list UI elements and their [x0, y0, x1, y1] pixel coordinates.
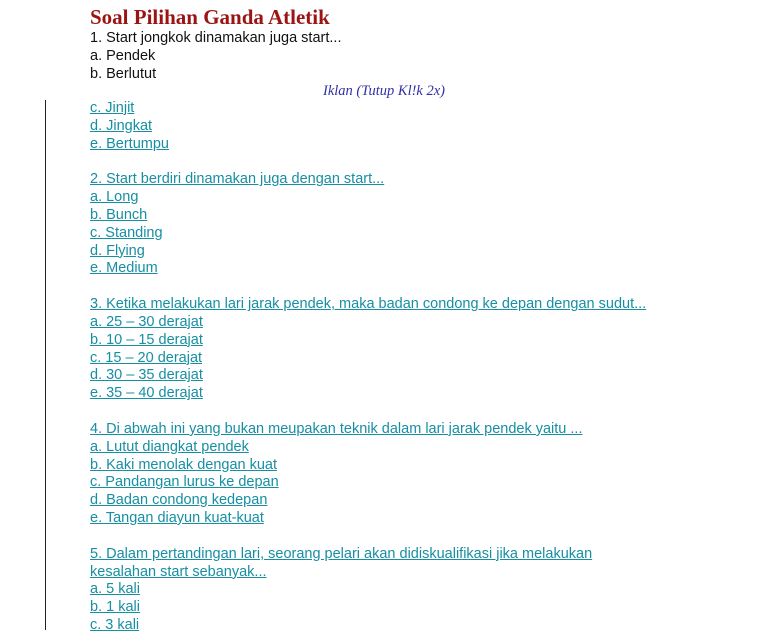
question-5-link-line-1[interactable]: 5. Dalam pertandingan lari, seorang pelari akan didiskualifikasi jika melakukan: [90, 545, 593, 562]
question-3-option-a-link[interactable]: a. 25 – 30 derajat: [90, 313, 203, 330]
question-1-plain: [90, 29, 341, 83]
question-1-text: 1. Start jongkok dinamakan juga start...: [90, 30, 342, 46]
question-2-option-e-link[interactable]: e. Medium: [90, 260, 158, 277]
question-2-option-c-link[interactable]: c. Standing: [90, 224, 163, 241]
spacer: [90, 278, 750, 296]
question-4-option-c-link[interactable]: c. Pandangan lurus ke depan: [90, 474, 279, 491]
question-3-option-d-link[interactable]: d. 30 – 35 derajat: [90, 367, 203, 384]
question-4-option-d-link[interactable]: d. Badan condong kedepan: [90, 492, 268, 509]
question-3-option-e-link[interactable]: e. 35 – 40 derajat: [90, 385, 203, 402]
question-3-option-b-link[interactable]: b. 10 – 15 derajat: [90, 331, 203, 348]
question-4-option-e-link[interactable]: e. Tangan diayun kuat-kuat: [90, 509, 264, 526]
question-5-option-c-link[interactable]: c. 3 kali: [90, 616, 140, 633]
question-1-option-b: b. Berlutut: [90, 66, 157, 82]
page-title: Soal Pilihan Ganda Atletik: [90, 5, 330, 29]
linked-question-list: [90, 100, 750, 635]
spacer: [90, 153, 750, 171]
question-2-link[interactable]: 2. Start berdiri dinamakan juga dengan start...: [90, 171, 385, 188]
question-3-option-c-link[interactable]: c. 15 – 20 derajat: [90, 349, 203, 366]
ad-close-label[interactable]: Iklan (Tutup Kl!k 2x): [322, 83, 446, 99]
question-4-link[interactable]: 4. Di abwah ini yang bukan meupakan teknik dalam lari jarak pendek yaitu ...: [90, 420, 583, 437]
spacer: [90, 403, 750, 421]
question-2-option-d-link[interactable]: d. Flying: [90, 242, 145, 259]
question-1-option-a: a. Pendek: [90, 48, 156, 64]
spacer: [90, 528, 750, 546]
question-3-link[interactable]: 3. Ketika melakukan lari jarak pendek, maka badan condong ke depan dengan sudut...: [90, 296, 647, 313]
question-1-option-c-link[interactable]: c. Jinjit: [90, 100, 135, 116]
question-1-option-d-link[interactable]: d. Jingkat: [90, 117, 153, 134]
question-4-option-b-link[interactable]: b. Kaki menolak dengan kuat: [90, 456, 278, 473]
question-5-option-b-link[interactable]: b. 1 kali: [90, 599, 140, 616]
question-1-option-e-link[interactable]: e. Bertumpu: [90, 135, 169, 152]
question-2-option-a-link[interactable]: a. Long: [90, 189, 139, 206]
ad-frame-left-border: [45, 100, 46, 630]
question-4-option-a-link[interactable]: a. Lutut diangkat pendek: [90, 438, 249, 455]
question-2-option-b-link[interactable]: b. Bunch: [90, 206, 148, 223]
question-5-link-line-2[interactable]: kesalahan start sebanyak...: [90, 563, 267, 580]
question-5-option-a-link[interactable]: a. 5 kali: [90, 581, 140, 598]
